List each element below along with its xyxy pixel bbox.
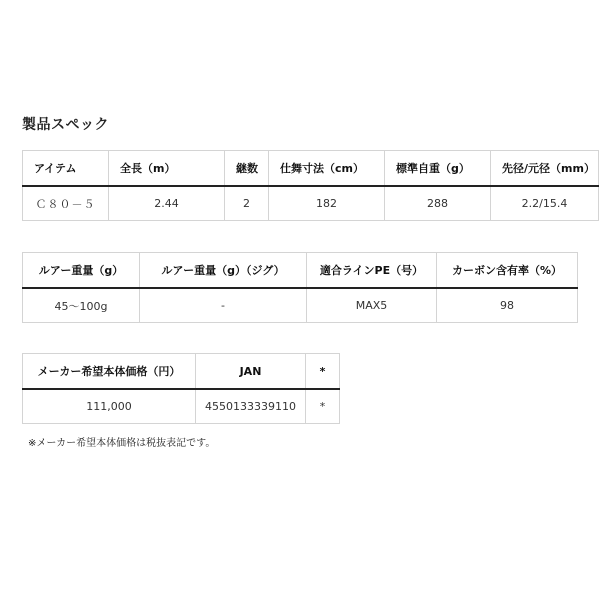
table-header-row xyxy=(23,151,599,187)
table-row xyxy=(23,288,578,323)
header-closed-length: 仕舞寸法（cm） xyxy=(269,151,385,187)
cell-item: Ｃ８０－５ xyxy=(23,186,109,221)
cell-sections: 2 xyxy=(225,186,269,221)
header-carbon-content: カーボン含有率（%） xyxy=(437,253,578,289)
header-lure-weight-jig: ルアー重量（g）（ジグ） xyxy=(140,253,307,289)
cell-lure-weight-jig: - xyxy=(140,288,307,323)
spec-table-price xyxy=(22,353,340,424)
cell-weight: 288 xyxy=(385,186,491,221)
header-length: 全長（m） xyxy=(109,151,225,187)
header-tip-butt-diameter: 先径/元径（mm） xyxy=(491,151,599,187)
cell-asterisk: * xyxy=(306,389,340,424)
price-note: ※メーカー希望本体価格は税抜表記です。 xyxy=(28,438,216,449)
section-title: 製品スペック xyxy=(22,117,109,133)
header-line-pe: 適合ラインPE（号） xyxy=(307,253,437,289)
header-asterisk: * xyxy=(306,354,340,390)
header-lure-weight: ルアー重量（g） xyxy=(23,253,140,289)
cell-line-pe: MAX5 xyxy=(307,288,437,323)
header-weight: 標準自重（g） xyxy=(385,151,491,187)
cell-closed-length: 182 xyxy=(269,186,385,221)
cell-carbon-content: 98 xyxy=(437,288,578,323)
header-price: メーカー希望本体価格（円） xyxy=(23,354,196,390)
table-row xyxy=(23,389,340,424)
cell-price: 111,000 xyxy=(23,389,196,424)
spec-table-basic xyxy=(22,150,599,221)
table-header-row xyxy=(23,253,578,289)
header-sections: 継数 xyxy=(225,151,269,187)
cell-jan: 4550133339110 xyxy=(196,389,306,424)
header-jan: JAN xyxy=(196,354,306,390)
header-item: アイテム xyxy=(23,151,109,187)
cell-length: 2.44 xyxy=(109,186,225,221)
spec-table-lure-line xyxy=(22,252,578,323)
cell-tip-butt-diameter: 2.2/15.4 xyxy=(491,186,599,221)
table-header-row xyxy=(23,354,340,390)
table-row xyxy=(23,186,599,221)
cell-lure-weight: 45～100g xyxy=(23,288,140,323)
